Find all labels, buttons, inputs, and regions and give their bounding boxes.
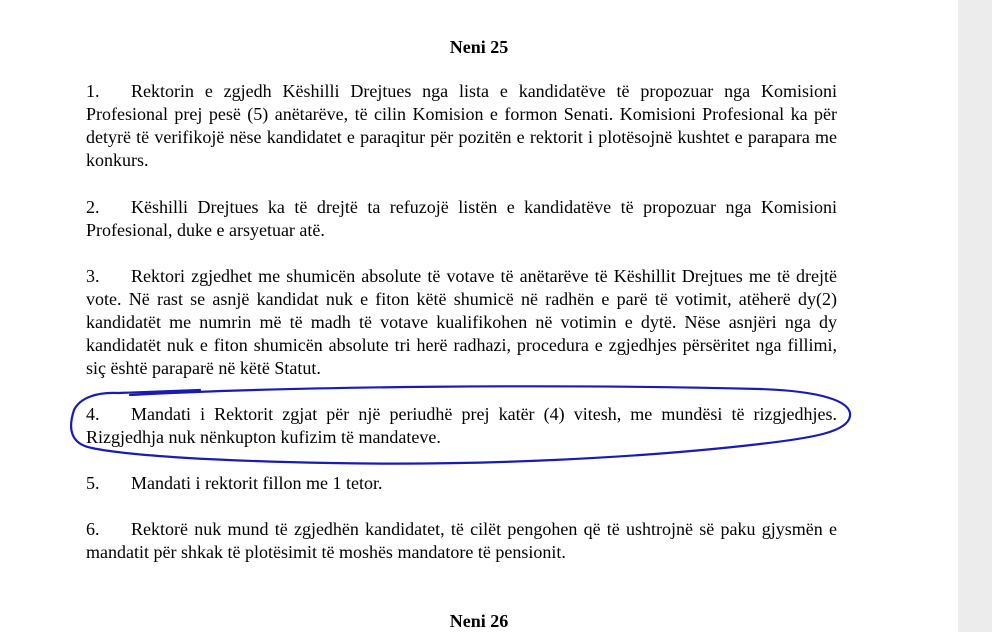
paragraph-text: Mandati i Rektorit zgjat për një periudhë prej katër (4) vitesh, me mundësi të rizgjedhjes. Rizgjedhja nuk nënkupton kufizim të mandateve.: [86, 404, 837, 447]
paragraph-number: 6.: [86, 519, 100, 539]
paragraph-number: 3.: [86, 266, 100, 286]
paragraph-3: [86, 265, 837, 380]
paragraph-number: 5.: [86, 473, 100, 493]
paragraph-number: 1.: [86, 81, 100, 101]
article-heading-26: Neni 26: [449, 611, 509, 631]
paragraph-text: Rektori zgjedhet me shumicën absolute të votave të anëtarëve të Këshillit Drejtues me të drejtë vote. Në rast se asnjë kandidat nuk e fiton këtë shumicë në radhën e parë të votimit, atëherë dy(2) kandidatët me numrin më të madh të votave kualifikohen në votimin e dytë. Nëse asnjëri nga dy kandidatët nuk e fiton shumicën absolute tri herë radhazi, procedura e zgjedhjes përsëritet nga fillimi, siç është paraparë në këtë Statut.: [86, 266, 837, 378]
paragraph-number: 2.: [86, 197, 100, 217]
paragraph-text: Mandati i rektorit fillon me 1 tetor.: [131, 473, 383, 493]
vertical-scrollbar[interactable]: [958, 0, 992, 632]
paragraph-4: [86, 403, 837, 449]
paragraph-1: [86, 80, 837, 172]
paragraph-text: Rektorin e zgjedh Këshilli Drejtues nga lista e kandidatëve të propozuar nga Komisioni Profesional prej pesë (5) anëtarëve, të cilin Komision e formon Senati. Komisioni Profesional ka për detyrë të verifikojë nëse kandidatet e paraqitur për pozitën e rektorit i plotësojnë kushtet e parapara me konkurs.: [86, 81, 837, 170]
paragraph-2: [86, 196, 837, 242]
paragraph-6: [86, 518, 837, 564]
paragraph-5: [86, 472, 837, 495]
paragraph-text: Rektorë nuk mund të zgjedhën kandidatet, të cilët pengohen që të ushtrojnë së paku gjysmën e mandatit për shkak të plotësimit të moshës mandatore të pensionit.: [86, 519, 837, 562]
paragraph-number: 4.: [86, 404, 100, 424]
article-heading-25: Neni 25: [449, 37, 509, 57]
paragraph-text: Këshilli Drejtues ka të drejtë ta refuzojë listën e kandidatëve të propozuar nga Komisioni Profesional, duke e arsyetuar atë.: [86, 197, 837, 240]
